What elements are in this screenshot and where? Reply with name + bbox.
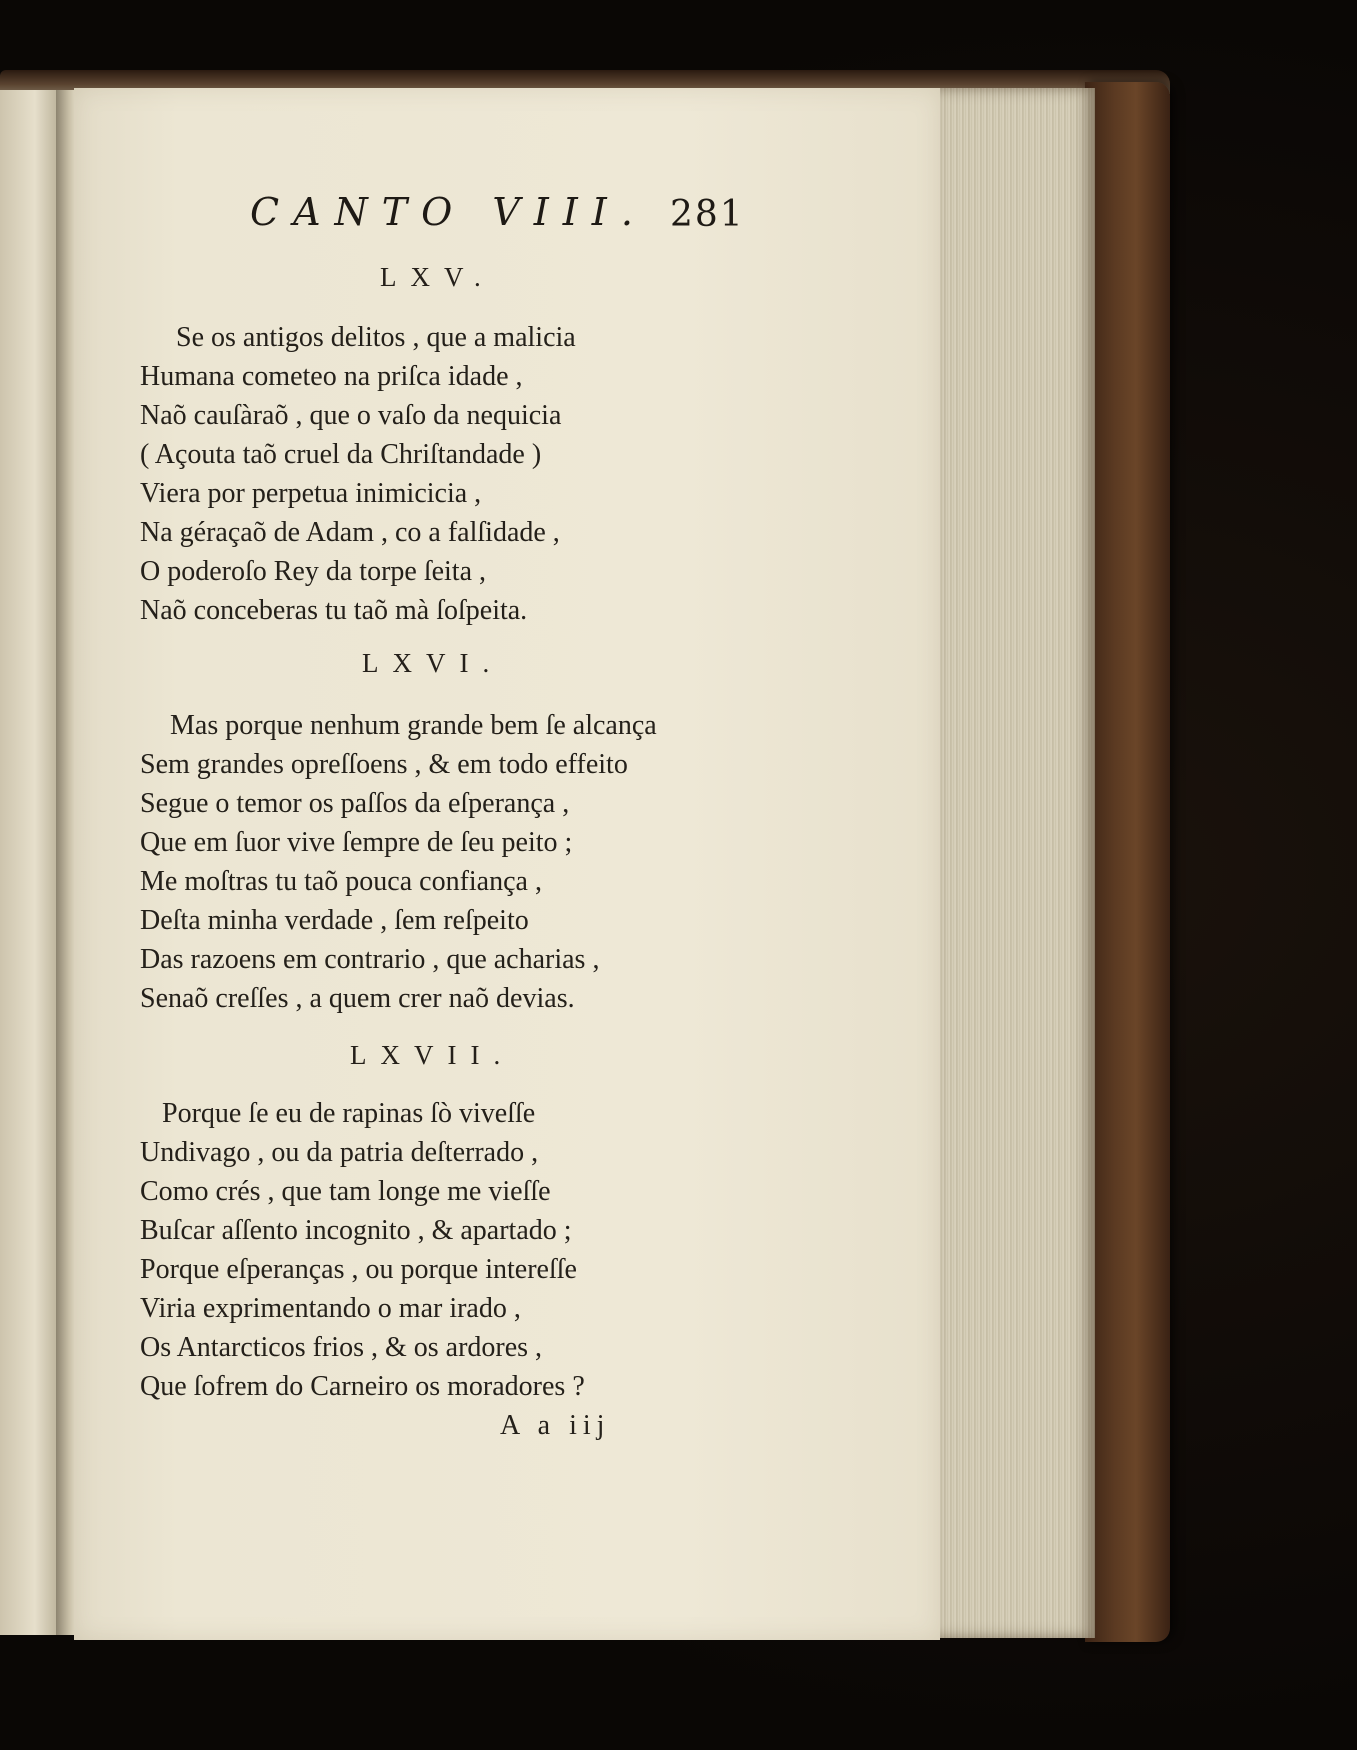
verse-line: O poderoſo Rey da torpe ſeita , (140, 556, 487, 587)
verse-line: Deſta minha verdade , ſem reſpeito (140, 905, 529, 936)
signature-mark: A a iij (500, 1410, 611, 1441)
stanza-lxvi (140, 706, 657, 1018)
verse-line: Viria exprimentando o mar irado , (140, 1293, 521, 1324)
page-edges (938, 88, 1095, 1638)
verse-line: ( Açouta taõ cruel da Chriſtandade ) (140, 439, 542, 470)
verse-line: Porque eſperanças , ou porque intereſſe (140, 1254, 577, 1285)
stanza-lxv (140, 318, 576, 630)
facing-page-edge (0, 90, 60, 1635)
verse-line: Das razoens em contrario , que acharias , (140, 944, 600, 975)
verse-line: Os Antarcticos frios , & os ardores , (140, 1332, 543, 1363)
page-number: 281 (670, 194, 745, 235)
verse-line: Viera por perpetua inimicicia , (140, 478, 482, 509)
verse-line: Senaõ creſſes , a quem crer naõ devias. (140, 983, 575, 1014)
verse-line: Buſcar aſſento incognito , & apartado ; (140, 1215, 572, 1246)
verse-line: Como crés , que tam longe me vieſſe (140, 1176, 551, 1207)
verse-line: Mas porque nenhum grande bem ſe alcança (170, 710, 657, 741)
book-cover-spine (1085, 82, 1170, 1642)
verse-line: Undivago , ou da patria deſterrado , (140, 1137, 539, 1168)
verse-line: Segue o temor os paſſos da eſperança , (140, 788, 570, 819)
verse-line: Sem grandes opreſſoens , & em todo effeito (140, 749, 628, 780)
canto-title: CANTO VIII. (250, 190, 647, 234)
verse-line: Porque ſe eu de rapinas ſò viveſſe (162, 1098, 536, 1129)
verse-line: Que em ſuor vive ſempre de ſeu peito ; (140, 827, 573, 858)
verse-line: Humana cometeo na priſca idade , (140, 361, 523, 392)
verse-line: Na géraçaõ de Adam , co a falſidade , (140, 517, 560, 548)
verse-line: Me moſtras tu taõ pouca confiança , (140, 866, 542, 897)
stanza-number: LXVI. (362, 648, 504, 678)
running-head (250, 190, 750, 240)
verse-line: Se os antigos delitos , que a malicia (176, 322, 576, 353)
stanza-number: LXVII. (350, 1040, 515, 1070)
stanza-number: LXV. (380, 262, 495, 292)
stanza-lxvii (140, 1094, 585, 1406)
verse-line: Naõ conceberas tu taõ mà ſoſpeita. (140, 595, 528, 626)
verse-line: Que ſofrem do Carneiro os moradores ? (140, 1371, 585, 1402)
verse-line: Naõ cauſàraõ , que o vaſo da nequicia (140, 400, 562, 431)
